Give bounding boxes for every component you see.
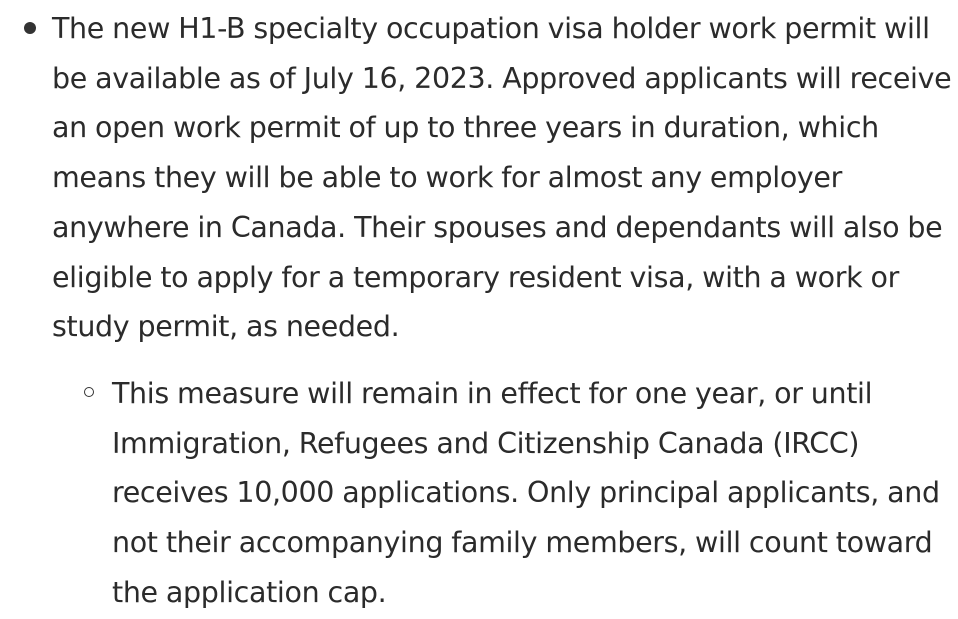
list-item-text-line: an open work permit of up to three years in duration, which (52, 111, 879, 145)
list-item-text-line: eligible to apply for a temporary resident visa, with a work or (52, 260, 899, 294)
list-item-text-line: be available as of July 16, 2023. Approved applicants will receive (52, 61, 952, 95)
bullet-disc-icon (24, 22, 36, 34)
bullet-circle-icon (84, 387, 94, 397)
list-item-text-line: The new H1-B specialty occupation visa holder work permit will (52, 12, 930, 45)
nested-list-item (112, 369, 950, 618)
list-item-text-line: means they will be able to work for almost any employer (52, 161, 842, 195)
nested-list-item-text-line: receives 10,000 applications. Only principal applicants, and (112, 476, 940, 510)
nested-list-item-text-line: Immigration, Refugees and Citizenship Canada (IRCC) (112, 426, 860, 460)
list-item-text-line: study permit, as needed. (52, 310, 400, 344)
list-item (52, 4, 952, 352)
nested-list-item-text-line: the application cap. (112, 575, 387, 609)
nested-list-item-text-line: not their accompanying family members, will count toward (112, 526, 933, 560)
list-item-text-line: anywhere in Canada. Their spouses and dependants will also be (52, 210, 943, 244)
nested-list-item-text-line: This measure will remain in effect for one year, or until (112, 377, 873, 410)
